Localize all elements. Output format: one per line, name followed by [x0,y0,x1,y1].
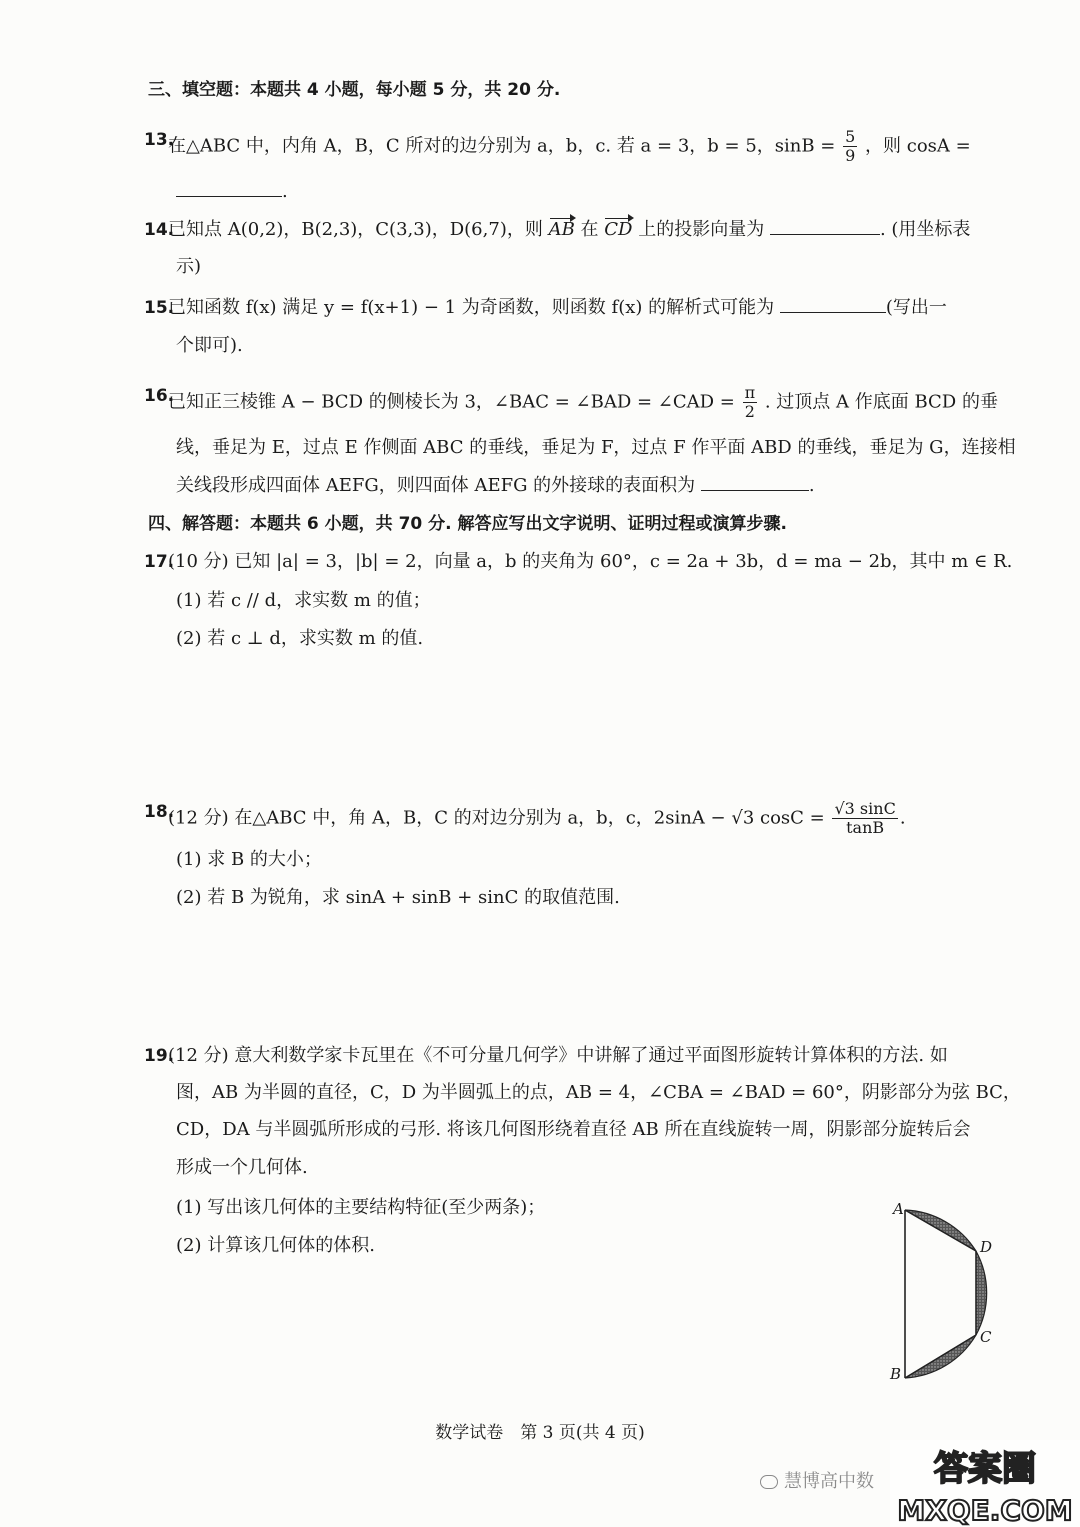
q14-text-2: 上的投影向量为 [638,219,765,240]
q16-frac-num: π [744,383,756,402]
logo-text-main: 答案圈 [934,1449,1036,1489]
section-fill-heading: 三、填空题：本题共 4 小题，每小题 5 分，共 20 分. [148,80,561,100]
q17-part-1: (1) 若 c // d，求实数 m 的值； [176,590,431,611]
q13-text-2: ，则 cosA = [865,135,971,157]
q17-text: (10 分) 已知 |a| = 3，|b| = 2，向量 a，b 的夹角为 60°，c = 2a + 3b，d = ma − 2b，其中 m ∈ R. [168,551,1013,572]
section-solve-heading: 四、解答题：本题共 6 小题，共 70 分. 解答应写出文字说明、证明过程或演算步骤. [148,514,787,534]
q15-text-2: (写出一 [885,297,947,318]
q17-part-2: (2) 若 c ⊥ d，求实数 m 的值. [176,628,424,649]
site-logo [890,1440,1080,1527]
q14-text: 已知点 A(0,2)，B(2,3)，C(3,3)，D(6,7)，则 [168,219,543,240]
q13-tail: . [282,181,288,202]
figure-label-a: A [893,1200,904,1218]
q18-number: 18. [144,802,175,822]
question-18 [144,799,906,837]
question-19 [144,1044,948,1068]
q14-number: 14. [144,220,175,240]
q15-answer-blank[interactable] [780,296,886,313]
q17-number: 17. [144,552,175,572]
vector-cd: CD [604,219,633,240]
question-14 [144,218,971,242]
wechat-icon [760,1475,778,1489]
q15-text: 已知函数 f(x) 满足 y = f(x+1) − 1 为奇函数，则函数 f(x) 的解析式可能为 [168,297,775,318]
q13-answer-blank[interactable] [176,180,282,197]
q16-text: 已知正三棱锥 A − BCD 的侧棱长为 3，∠BAC = ∠BAD = ∠CAD = [168,391,735,413]
q14-mid: 在 [580,219,599,240]
q19-line-1: (12 分) 意大利数学家卡瓦里在《不可分量几何学》中讲解了通过平面图形旋转计算体积的方法. 如 [168,1045,948,1066]
watermark [760,1467,874,1493]
q18-frac-num: √3 sinC [834,799,896,818]
q15-line-2: 个即可). [176,335,243,356]
q15-number: 15. [144,298,175,318]
figure-label-d: D [980,1238,993,1256]
q16-text-2: . 过顶点 A 作底面 BCD 的垂 [764,391,998,413]
vector-ab: AB [548,219,575,240]
chord-da [905,1210,976,1251]
q19-line-3: CD，DA 与半圆弧所形成的弓形. 将该几何图形绕着直径 AB 所在直线旋转一周，阴影部分旋转后会 [176,1119,971,1140]
q13-number: 13. [144,130,175,150]
q16-line-3-text: 关线段形成四面体 AEFG，则四面体 AEFG 的外接球的表面积为 [176,475,696,496]
figure-label-c: C [980,1328,992,1346]
q18-frac-den: tanB [846,818,885,837]
q18-part-2: (2) 若 B 为锐角，求 sinA + sinB + sinC 的取值范围. [176,887,620,908]
q14-text-3: . (用坐标表 [879,219,971,240]
q16-frac-den: 2 [744,402,755,421]
q19-part-2: (2) 计算该几何体的体积. [176,1235,375,1256]
logo-text-domain: MXQE.COM [897,1494,1073,1527]
segment-cd [976,1251,987,1335]
q14-answer-blank[interactable] [770,218,880,235]
q13-frac-num: 5 [845,127,856,146]
q13-text: 在△ABC 中，内角 A，B，C 所对的边分别为 a，b，c. 若 a = 3，b = 5，sinB = [168,135,836,157]
question-13 [144,127,971,165]
figure-label-b: B [890,1365,902,1383]
semicircle-figure [880,1195,1010,1390]
q16-line-2: 线，垂足为 E，过点 E 作侧面 ABC 的垂线，垂足为 F，过点 F 作平面 ABD 的垂线，垂足为 G，连接相 [176,437,1016,458]
question-17 [144,550,1013,574]
q18-fraction [832,800,897,837]
q19-part-1: (1) 写出该几何体的主要结构特征(至少两条)； [176,1197,546,1218]
q16-answer-blank[interactable] [701,474,809,491]
q18-text: (12 分) 在△ABC 中，角 A，B，C 的对边分别为 a，b，c，2sinA − √3 cosC = [168,807,825,829]
q18-tail: . [899,807,906,829]
watermark-text: 慧博高中数 [784,1471,874,1492]
q14-line-2: 示) [176,256,202,277]
q13-answer-line [176,180,288,204]
page-footer: 数学试卷 第 3 页(共 4 页) [435,1423,645,1443]
q16-fraction [743,384,758,421]
q16-line-3 [176,474,815,498]
q13-frac-den: 9 [845,146,856,165]
question-16 [144,383,998,421]
q19-number: 19. [144,1046,175,1066]
q18-part-1: (1) 求 B 的大小； [176,849,322,870]
q16-tail: . [808,475,815,496]
question-15 [144,296,947,320]
q19-line-4: 形成一个几何体. [176,1157,308,1178]
chord-bc [905,1335,976,1378]
q16-number: 16. [144,386,175,406]
q19-line-2: 图，AB 为半圆的直径，C，D 为半圆弧上的点，AB = 4，∠CBA = ∠BAD = 60°，阴影部分为弦 BC， [176,1082,1021,1103]
q13-fraction [843,128,857,165]
